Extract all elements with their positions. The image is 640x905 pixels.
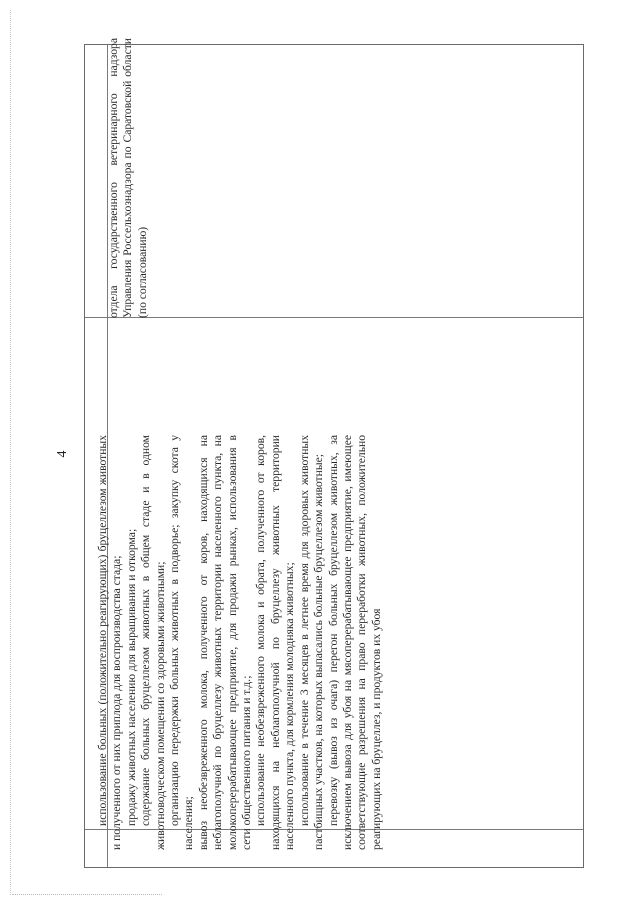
scan-bottom-line (12, 894, 162, 895)
page-number: 4 (55, 450, 70, 458)
measure-item: продажу животных населению для выращивания и откорма; (124, 528, 138, 826)
measure-item: содержание больных бруцеллезом животных в общем стаде и в одном животноводческом помещении со здоровыми животными; (139, 435, 167, 850)
measures-list (96, 435, 384, 850)
measure-item: использование больных (положительно реагирующих) бруцеллезом животных и полученного от них приплода для воспроизводства стада; (96, 435, 124, 850)
measure-item: вывоз необезвреженного молока, полученного от коров, находящихся на неблагополучной по бруцеллезу животных территории населенного пункта, на молокоперерабатывающее предприятие, для продажи рынках, использования в сети общественного питания и т.д.; (196, 435, 254, 850)
measure-item: перевозку (вывоз из очага) перегон больных бруцеллезом животных, за исключением вывоза для убоя на мясоперерабатывающее предприятие, имеющее соответствующие разрешения на право переработки животных, положительно реагирующих на бруцеллез, и продуктов их убоя (326, 435, 383, 850)
measures-cell (96, 435, 556, 850)
responsible-text: отдела государственного ветеринарного надзора Управления Россельхознадзора по Саратовской области (по согласованию) (107, 38, 149, 318)
measure-item: организацию передержки больных животных в подворье; закупку скота у населения; (168, 435, 196, 850)
measure-item: использование необезвреженного молока и обрата, полученного от коров, находящихся на неблагополучной по бруцеллезу животных территории населенного пункта, для кормления молодняка животных; (254, 435, 297, 850)
responsible-cell (107, 38, 167, 318)
scan-edge-line (10, 10, 11, 895)
measure-item: использование в течение 3 месяцев в летнее время для здоровых животных пастбищных участков, на которых выпасались больные бруцеллезом животные; (297, 435, 326, 850)
